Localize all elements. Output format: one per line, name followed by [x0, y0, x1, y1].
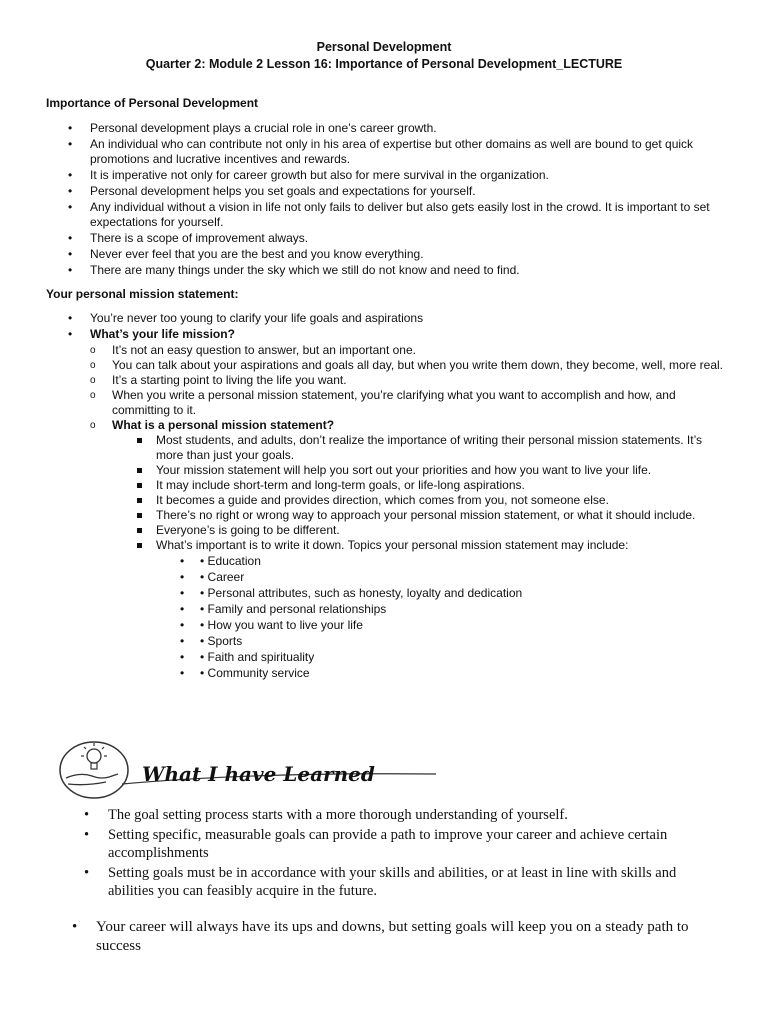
- point-item: It becomes a guide and provides direction, which comes from you, not someone else.: [134, 493, 726, 508]
- list-item: • It is imperative not only for career growth but also for mere survival in the organization.: [66, 168, 726, 183]
- topic-item: • • How you want to live your life: [178, 617, 726, 633]
- topic-item: • • Faith and spirituality: [178, 649, 726, 665]
- document-subtitle: Quarter 2: Module 2 Lesson 16: Importance of Personal Development_LECTURE: [145, 57, 623, 71]
- sub-item: o It’s a starting point to living the life you want.: [90, 373, 726, 388]
- topic-item: • • Career: [178, 569, 726, 585]
- learned-final-list: [70, 918, 720, 956]
- document-header: [0, 39, 768, 73]
- topic-item: • • Sports: [178, 633, 726, 649]
- mission-list: [66, 311, 726, 682]
- list-item: • An individual who can contribute not only in his area of expertise but other domains as well are bound to get quick promotions and lucrative incentives and rewards.: [66, 137, 726, 167]
- mission-statement-question: What is a personal mission statement?: [112, 418, 335, 432]
- list-item: • There are many things under the sky which we still do not know and need to find.: [66, 263, 726, 278]
- learned-item: • Setting goals must be in accordance with your skills and abilities, or at least in line with skills and abilities you can feasibly acquire in the future.: [82, 864, 712, 900]
- sub-item: o When you write a personal mission statement, you’re clarifying what you want to accomplish and how, and committing to it.: [90, 388, 726, 418]
- importance-heading: Importance of Personal Development: [46, 96, 259, 110]
- mission-points: [134, 433, 726, 553]
- sub-item: o You can talk about your aspirations and goals all day, but when you write them down, they become, well, more real.: [90, 358, 726, 373]
- list-item: • Any individual without a vision in life not only fails to deliver but also gets easily lost in the crowd. It is important to set expectations for yourself.: [66, 200, 726, 230]
- point-item: It may include short-term and long-term goals, or life-long aspirations.: [134, 478, 726, 493]
- mission-heading: Your personal mission statement:: [46, 287, 239, 301]
- topics-list: [178, 553, 726, 681]
- sub-item: [90, 418, 726, 681]
- topic-item: • • Personal attributes, such as honesty, loyalty and dedication: [178, 585, 726, 601]
- learned-title: What I have Learned: [142, 762, 375, 786]
- topic-item: • • Education: [178, 553, 726, 569]
- learned-list: [82, 806, 712, 902]
- sub-item: o It’s not an easy question to answer, but an important one.: [90, 343, 726, 358]
- topic-item: • • Community service: [178, 665, 726, 681]
- point-item: There’s no right or wrong way to approach your personal mission statement, or what it should include.: [134, 508, 726, 523]
- point-item: What’s important is to write it down. Topics your personal mission statement may include:: [134, 538, 726, 553]
- life-mission-question: What’s your life mission?: [90, 327, 235, 341]
- list-item: • Personal development plays a crucial role in one’s career growth.: [66, 121, 726, 136]
- learned-item: • Setting specific, measurable goals can provide a path to improve your career and achieve certain accomplishments: [82, 826, 712, 862]
- point-item: Your mission statement will help you sort out your priorities and how you want to live your life.: [134, 463, 726, 478]
- point-item: Everyone’s is going to be different.: [134, 523, 726, 538]
- learned-item: • The goal setting process starts with a more thorough understanding of yourself.: [82, 806, 712, 824]
- mission-sublist: [90, 343, 726, 681]
- learned-item: • Your career will always have its ups and downs, but setting goals will keep you on a steady path to success: [70, 918, 720, 956]
- list-item: • There is a scope of improvement always.: [66, 231, 726, 246]
- importance-list: [66, 121, 726, 279]
- list-item: • You’re never too young to clarify your life goals and aspirations: [66, 311, 726, 326]
- document-title: Personal Development: [316, 40, 452, 54]
- list-item: • Personal development helps you set goals and expectations for yourself.: [66, 184, 726, 199]
- point-item: Most students, and adults, don’t realize the importance of writing their personal mission statements. It’s more than just your goals.: [134, 433, 726, 463]
- topic-item: • • Family and personal relationships: [178, 601, 726, 617]
- list-item: • Never ever feel that you are the best and you know everything.: [66, 247, 726, 262]
- list-item: [66, 327, 726, 681]
